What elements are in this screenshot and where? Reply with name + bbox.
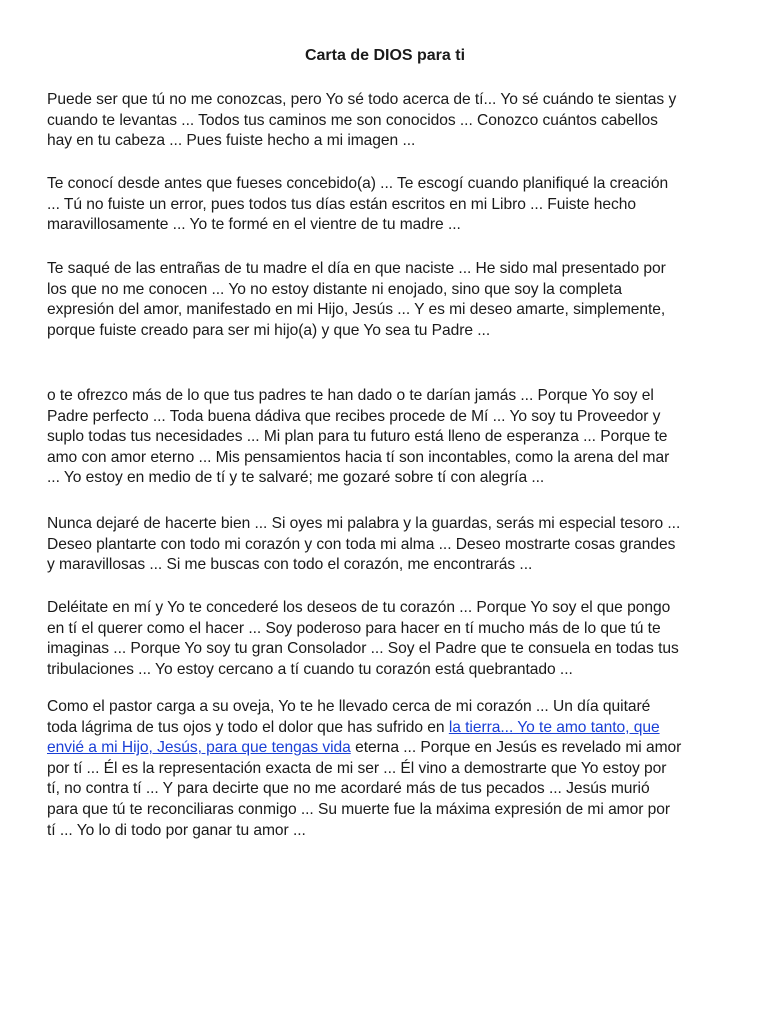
paragraph-line: amo con amor eterno ... Mis pensamientos hacia tí son incontables, como la arena del mar [47,448,670,466]
paragraph-text: toda lágrima de tus ojos y todo el dolor que has sufrido en [47,718,449,736]
paragraph-line: o te ofrezco más de lo que tus padres te han dado o te darían jamás ... Porque Yo soy el [47,387,654,404]
paragraph-line: Nunca dejaré de hacerte bien ... Si oyes mi palabra y la guardas, serás mi especial tesoro ... [47,515,681,532]
paragraph-line: cuando te levantas ... Todos tus caminos me son conocidos ... Conozco cuántos cabellos [47,111,658,129]
paragraph-line: Deseo plantarte con todo mi corazón y con toda mi alma ... Deseo mostrarte cosas grandes [47,535,676,553]
paragraph-line: Te saqué de las entrañas de tu madre el día en que naciste ... He sido mal presentado por [47,260,666,277]
paragraph-line: para que tú te reconciliaras conmigo ... Su muerte fue la máxima expresión de mi amor por [47,800,671,818]
paragraph-line: suplo todas tus necesidades ... Mi plan para tu futuro está lleno de esperanza ... Porque te [47,428,668,446]
paragraph-line: en tí el querer como el hacer ... Soy poderoso para hacer en tí mucho más de lo que tú te [47,619,661,637]
paragraph-7 [47,697,723,841]
paragraph-line: Puede ser que tú no me conozcas, pero Yo sé todo acerca de tí... Yo sé cuándo te sientas y [47,91,677,108]
paragraph-line: Te conocí desde antes que fueses concebido(a) ... Te escogí cuando planifiqué la creación [47,175,669,192]
paragraph-line: maravillosamente ... Yo te formé en el vientre de tu madre ... [47,216,461,234]
paragraph-3 [47,259,723,341]
paragraph-line: los que no me conocen ... Yo no estoy distante ni enojado, sino que soy la completa [47,280,622,298]
inline-link-part-1[interactable]: la tierra... Yo te amo tanto, que [448,718,660,736]
paragraph-2 [47,174,723,236]
paragraph-line: Deléitate en mí y Yo te concederé los deseos de tu corazón ... Porque Yo soy el que pongo [47,599,671,616]
paragraph-line [47,738,723,759]
paragraph-line: tribulaciones ... Yo estoy cercano a tí cuando tu corazón está quebrantado ... [47,660,573,678]
paragraph-line: hay en tu cabeza ... Pues fuiste hecho a mi imagen ... [47,132,416,150]
paragraph-6 [47,598,723,680]
paragraph-line: Padre perfecto ... Toda buena dádiva que recibes procede de Mí ... Yo soy tu Proveedor y [47,407,661,425]
paragraph-line: tí, no contra tí ... Y para decirte que no me acordaré más de tus pecados ... Jesús murió [47,780,650,798]
paragraph-line: tí ... Yo lo di todo por ganar tu amor ... [47,821,306,839]
paragraph-4 [47,386,723,489]
paragraph-line: ... Yo estoy en medio de tí y te salvaré; me gozaré sobre tí con alegría ... [47,469,545,487]
paragraph-text: eterna ... Porque en Jesús es revelado mi amor [350,739,682,757]
paragraph-line: por tí ... Él es la representación exacta de mi ser ... Él vino a demostrarte que Yo estoy por [47,759,667,777]
paragraph-line: y maravillosas ... Si me buscas con todo el corazón, me encontrarás ... [47,556,533,574]
inline-link-part-2[interactable]: envié a mi Hijo, Jesús, para que tengas vida [47,739,351,757]
paragraph-line [47,718,723,739]
paragraph-line: expresión del amor, manifestado en mi Hijo, Jesús ... Y es mi deseo amarte, simplemente, [47,301,666,319]
paragraph-line: porque fuiste creado para ser mi hijo(a) y que Yo sea tu Padre ... [47,321,491,339]
document-title: Carta de DIOS para ti [304,47,466,64]
paragraph-1 [47,90,723,152]
paragraph-line: ... Tú no fuiste un error, pues todos tus días están escritos en mi Libro ... Fuiste hecho [47,195,636,213]
paragraph-line: Como el pastor carga a su oveja, Yo te he llevado cerca de mi corazón ... Un día quitaré [47,698,651,715]
paragraph-line: imaginas ... Porque Yo soy tu gran Consolador ... Soy el Padre que te consuela en todas tus [47,640,679,658]
paragraph-5 [47,514,723,576]
